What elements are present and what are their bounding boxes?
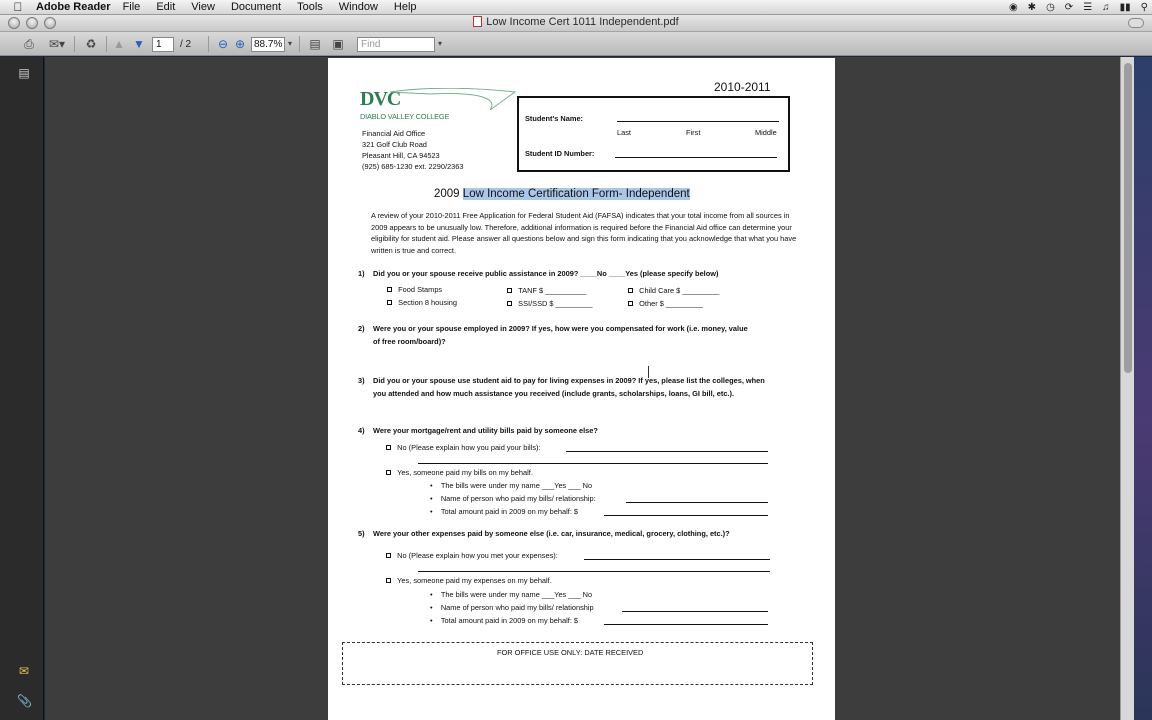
next-page-icon[interactable]: ▼ bbox=[133, 37, 145, 51]
q4-yes-option[interactable] bbox=[386, 468, 533, 477]
option-ssi-ssd[interactable] bbox=[507, 299, 593, 308]
question-1-number: 1) bbox=[358, 269, 365, 278]
question-2-line-1: Were you or your spouse employed in 2009? If yes, how were you compensated for work (i.e. money, value bbox=[373, 324, 748, 333]
page-number-input[interactable]: 1 bbox=[152, 37, 174, 52]
form-title-highlighted: Low Income Certification Form- Independent bbox=[462, 188, 690, 200]
q5-amount-line[interactable] bbox=[604, 624, 768, 625]
option-label: SSI/SSD $ _________ bbox=[518, 299, 593, 308]
zoom-out-icon[interactable]: ⊖ bbox=[217, 37, 229, 51]
student-info-box bbox=[517, 96, 790, 172]
question-3-line-1: Did you or your spouse use student aid to pay for living expenses in 2009? If yes, please list the colleges, when bbox=[373, 376, 765, 385]
window-title-text: Low Income Cert 1011 Independent.pdf bbox=[486, 16, 679, 28]
office-use-box bbox=[342, 642, 813, 685]
fit-width-icon[interactable]: ▤ bbox=[309, 37, 321, 51]
menu-view[interactable]: View bbox=[191, 1, 215, 13]
time-machine-icon[interactable]: ◷ bbox=[1046, 2, 1055, 13]
option-label: No (Please explain how you paid your bills): bbox=[397, 443, 541, 452]
fit-page-icon[interactable]: ▣ bbox=[332, 37, 344, 51]
logo-subtitle: DIABLO VALLEY COLLEGE bbox=[360, 112, 450, 121]
student-id-label: Student ID Number: bbox=[525, 149, 595, 158]
name-part-last: Last bbox=[617, 128, 631, 137]
form-title-year: 2009 bbox=[434, 188, 460, 200]
bullet-text: Total amount paid in 2009 on my behalf: $ bbox=[440, 507, 579, 516]
toolbar-divider bbox=[74, 36, 75, 52]
navigation-pane bbox=[0, 57, 44, 720]
student-id-line[interactable] bbox=[615, 157, 777, 158]
address-line: 321 Golf Club Road bbox=[362, 140, 427, 149]
question-3-line-2: you attended and how much assistance you received (include grants, scholarships, loans, GI bill, etc.). bbox=[373, 389, 735, 398]
option-child-care[interactable] bbox=[628, 286, 719, 295]
q4-amount-line[interactable] bbox=[604, 515, 768, 516]
bullet-text: The bills were under my name ___Yes ___ No bbox=[440, 590, 593, 599]
menu-app-name[interactable]: Adobe Reader bbox=[36, 1, 111, 13]
print-icon[interactable]: ⎙ bbox=[24, 37, 34, 51]
address-line: Financial Aid Office bbox=[362, 129, 426, 138]
q4-bullet-person: • Name of person who paid my bills/ relationship: bbox=[430, 494, 596, 503]
previous-page-icon[interactable]: ▲ bbox=[113, 37, 125, 51]
bullet-text: Total amount paid in 2009 on my behalf: $ bbox=[440, 616, 579, 625]
toolbar-toggle-icon[interactable] bbox=[1128, 18, 1144, 28]
q4-bullet-under-name: • The bills were under my name ___Yes ___ No bbox=[430, 481, 593, 490]
toolbar-divider bbox=[208, 36, 209, 52]
pdf-file-icon bbox=[473, 16, 482, 27]
menu-file[interactable]: File bbox=[122, 1, 141, 13]
find-dropdown-icon[interactable]: ▾ bbox=[437, 39, 442, 48]
option-label: Yes, someone paid my bills on my behalf. bbox=[397, 468, 533, 477]
academic-year: 2010-2011 bbox=[714, 80, 771, 94]
spotlight-icon[interactable]: ⚲ bbox=[1140, 2, 1148, 13]
mac-menubar bbox=[0, 0, 1152, 15]
checkbox-icon[interactable] bbox=[628, 288, 633, 293]
checkbox-icon[interactable] bbox=[386, 578, 391, 583]
student-name-line[interactable] bbox=[617, 121, 779, 122]
college-logo bbox=[360, 88, 540, 124]
bluetooth-icon[interactable]: ✱ bbox=[1027, 2, 1037, 13]
q5-yes-option[interactable] bbox=[386, 576, 552, 585]
find-input[interactable]: Find bbox=[357, 37, 435, 52]
vertical-scrollbar[interactable] bbox=[1120, 57, 1134, 720]
comments-panel-icon[interactable]: ✉ bbox=[18, 664, 30, 678]
pdf-page bbox=[328, 58, 835, 720]
checkbox-icon[interactable] bbox=[628, 301, 633, 306]
q5-bullet-under-name: • The bills were under my name ___Yes ___ No bbox=[430, 590, 593, 599]
address-line: (925) 685-1230 ext. 2290/2363 bbox=[362, 162, 464, 171]
checkbox-icon[interactable] bbox=[386, 553, 391, 558]
email-icon[interactable]: ✉▾ bbox=[48, 37, 66, 51]
q5-person-line[interactable] bbox=[622, 611, 768, 612]
address-line: Pleasant Hill, CA 94523 bbox=[362, 151, 440, 160]
q4-explain-line-2[interactable] bbox=[418, 463, 768, 464]
desktop-background bbox=[1134, 57, 1152, 720]
battery-icon[interactable]: ▮▮ bbox=[1119, 2, 1131, 13]
zoom-dropdown-icon[interactable]: ▾ bbox=[287, 39, 292, 48]
question-5-text: Were your other expenses paid by someone else (i.e. car, insurance, medical, grocery, clothing, etc.)? bbox=[373, 529, 730, 538]
review-icon[interactable]: ♻ bbox=[85, 37, 97, 51]
menu-edit[interactable]: Edit bbox=[156, 1, 176, 13]
name-part-first: First bbox=[686, 128, 701, 137]
q5-explain-line-2[interactable] bbox=[418, 571, 770, 572]
checkbox-icon[interactable] bbox=[507, 301, 512, 306]
checkbox-icon[interactable] bbox=[387, 287, 392, 292]
reader-toolbar bbox=[0, 32, 1152, 56]
question-2-number: 2) bbox=[358, 324, 365, 333]
option-label: Yes, someone paid my expenses on my behalf. bbox=[397, 576, 552, 585]
office-use-label: FOR OFFICE USE ONLY: DATE RECEIVED bbox=[497, 648, 644, 657]
q4-explain-line[interactable] bbox=[566, 451, 768, 452]
q4-bullet-amount: • Total amount paid in 2009 on my behalf: $ bbox=[430, 507, 579, 516]
attachments-panel-icon[interactable]: 📎 bbox=[17, 694, 32, 708]
question-4-number: 4) bbox=[358, 426, 365, 435]
menu-help[interactable]: Help bbox=[393, 1, 417, 13]
logo-swoosh-icon bbox=[390, 88, 520, 110]
checkbox-icon[interactable] bbox=[386, 445, 391, 450]
q5-no-option[interactable] bbox=[386, 551, 558, 560]
wifi-icon[interactable]: ☰ bbox=[1083, 2, 1093, 13]
sync-icon[interactable]: ⟳ bbox=[1064, 2, 1074, 13]
menu-tools[interactable]: Tools bbox=[297, 1, 323, 13]
option-label: Other $ _________ bbox=[639, 299, 703, 308]
question-5-number: 5) bbox=[358, 529, 365, 538]
camera-icon[interactable]: ◉ bbox=[1008, 2, 1018, 13]
question-1-text: Did you or your spouse receive public assistance in 2009? ____No ____Yes (please specify below) bbox=[373, 269, 719, 278]
q4-no-option[interactable] bbox=[386, 443, 541, 452]
q5-bullet-amount: • Total amount paid in 2009 on my behalf: $ bbox=[430, 616, 579, 625]
page-total: / 2 bbox=[180, 39, 192, 50]
menu-document[interactable]: Document bbox=[230, 1, 282, 13]
checkbox-icon[interactable] bbox=[507, 288, 512, 293]
q5-explain-line[interactable] bbox=[584, 559, 770, 560]
checkbox-icon[interactable] bbox=[387, 300, 392, 305]
name-part-middle: Middle bbox=[755, 128, 777, 137]
option-section-8[interactable] bbox=[387, 298, 457, 307]
option-other[interactable] bbox=[628, 299, 703, 308]
q5-bullet-person: • Name of person who paid my bills/ relationship bbox=[430, 603, 594, 612]
bullet-text: The bills were under my name ___Yes ___ No bbox=[440, 481, 593, 490]
option-label: Child Care $ _________ bbox=[639, 286, 720, 295]
menubar-status-area bbox=[999, 0, 1148, 15]
zoom-in-icon[interactable]: ⊕ bbox=[234, 37, 246, 51]
text-cursor-icon bbox=[648, 366, 652, 378]
question-4-text: Were your mortgage/rent and utility bills paid by someone else? bbox=[373, 426, 598, 435]
window-titlebar bbox=[0, 15, 1152, 32]
apple-menu-icon[interactable] bbox=[0, 0, 36, 14]
bullet-text: Name of person who paid my bills/ relationship: bbox=[440, 494, 596, 503]
q4-person-line[interactable] bbox=[626, 502, 768, 503]
option-label: No (Please explain how you met your expenses): bbox=[397, 551, 558, 560]
logo-main-text: DVC bbox=[360, 88, 401, 110]
checkbox-icon[interactable] bbox=[386, 470, 391, 475]
scrollbar-thumb[interactable] bbox=[1124, 63, 1132, 373]
zoom-level-input[interactable]: 88.7% bbox=[251, 37, 285, 52]
volume-icon[interactable]: ♫ bbox=[1102, 2, 1110, 13]
bullet-text: Name of person who paid my bills/ relationship bbox=[440, 603, 594, 612]
option-food-stamps[interactable] bbox=[387, 285, 442, 294]
form-title bbox=[434, 188, 690, 200]
student-name-label: Student's Name: bbox=[525, 114, 584, 123]
question-3-number: 3) bbox=[358, 376, 365, 385]
question-2-line-2: of free room/board)? bbox=[373, 337, 446, 346]
option-tanf[interactable] bbox=[507, 286, 586, 295]
option-label: Section 8 housing bbox=[398, 298, 457, 307]
toolbar-divider bbox=[106, 36, 107, 52]
intro-paragraph: A review of your 2010-2011 Free Application for Federal Student Aid (FAFSA) indicates that your total income from all sources in 2009 appears to be unusually low. Therefore, additional information is required before the Financial Aid office can determine your eligibility for student aid. Please answer all questions below and sign this form indicating that you acknowledge that what you have written is true and correct. bbox=[371, 211, 797, 255]
window-title bbox=[0, 16, 1152, 28]
menu-window[interactable]: Window bbox=[338, 1, 378, 13]
option-label: Food Stamps bbox=[398, 285, 443, 294]
option-label: TANF $ __________ bbox=[518, 286, 587, 295]
pages-panel-icon[interactable]: ▤ bbox=[18, 66, 30, 80]
toolbar-divider bbox=[299, 36, 300, 52]
